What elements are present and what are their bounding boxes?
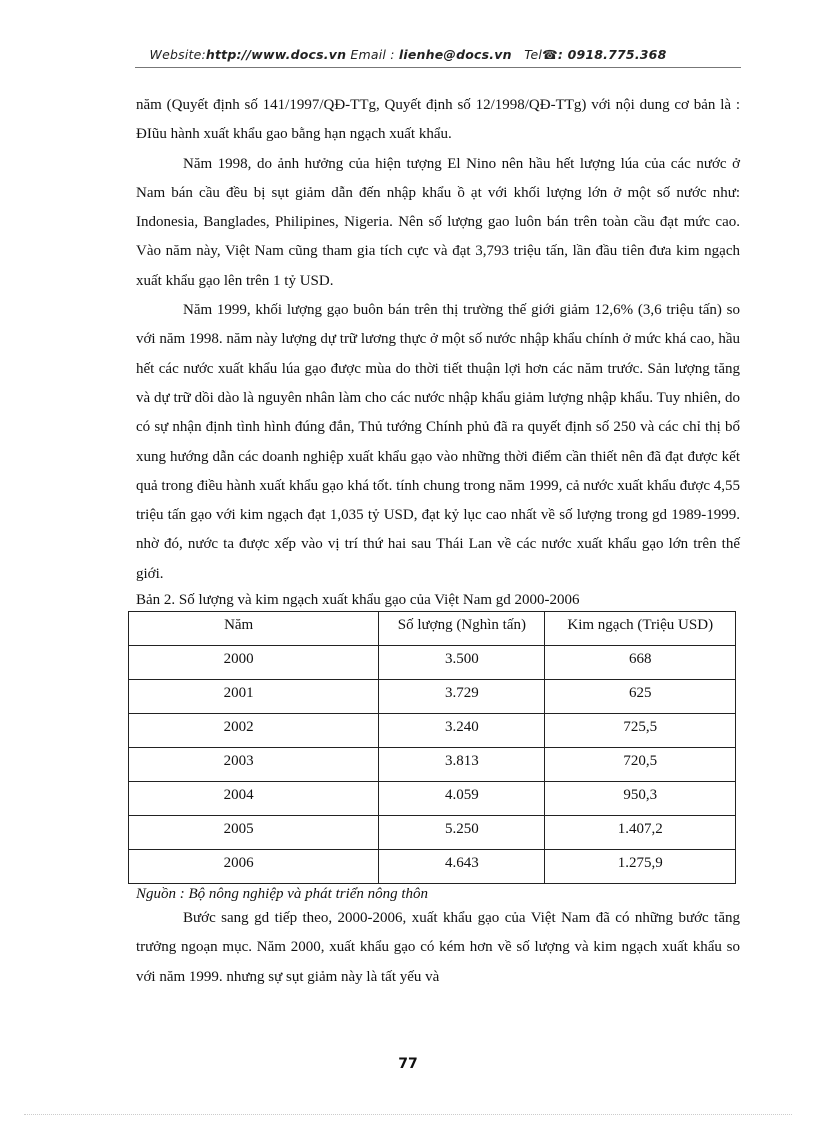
cell-year: 2003 xyxy=(129,748,379,782)
cell-quantity: 3.813 xyxy=(379,748,545,782)
cell-year: 2001 xyxy=(129,680,379,714)
table-header-row xyxy=(129,612,736,646)
cell-year: 2006 xyxy=(129,850,379,884)
cell-quantity: 5.250 xyxy=(379,816,545,850)
email-address[interactable]: lienhe@docs.vn xyxy=(398,47,512,62)
table-row xyxy=(129,748,736,782)
paragraph-1: năm (Quyết định số 141/1997/QĐ-TTg, Quyết định số 12/1998/QĐ-TTg) với nội dung cơ bản là : ĐIũu hành xuất khẩu gao bằng hạn ngạch xuất khẩu. xyxy=(136,97,740,143)
footer-divider xyxy=(24,1114,792,1115)
table-row xyxy=(129,816,736,850)
cell-value: 1.275,9 xyxy=(545,850,736,884)
paragraph-2: Năm 1998, do ảnh hưởng của hiện tượng El Nino nên hầu hết lượng lúa của các nước ở Nam bán cầu đều bị sụt giảm dẫn đến nhập khẩu ồ ạt với khối lượng lớn ở một số nước như: Indonesia, Banglades, Philipines, Nigeria. Nên số lượng gao luôn bán trên toàn cầu đạt mức cao. Vào năm này, Việt Nam cũng tham gia tích cực và đạt 3,793 triệu tấn, lần đầu tiên đưa kim ngạch xuất khẩu gạo lên trên 1 tỷ USD. xyxy=(136,155,740,289)
cell-year: 2004 xyxy=(129,782,379,816)
cell-quantity: 4.643 xyxy=(379,850,545,884)
document-body xyxy=(136,91,740,992)
cell-value: 625 xyxy=(545,680,736,714)
tel-label: Tel xyxy=(524,47,543,62)
table-row xyxy=(129,714,736,748)
page-header xyxy=(0,47,816,62)
cell-value: 720,5 xyxy=(545,748,736,782)
page-number: 77 xyxy=(398,1056,418,1072)
phone-number: : 0918.775.368 xyxy=(557,47,667,62)
table-source: Nguồn : Bộ nông nghiệp và phát triển nông thôn xyxy=(136,886,429,903)
email-label: Email : xyxy=(350,47,395,62)
cell-value: 725,5 xyxy=(545,714,736,748)
table-row xyxy=(129,680,736,714)
table-row xyxy=(129,646,736,680)
cell-value: 950,3 xyxy=(545,782,736,816)
cell-value: 668 xyxy=(545,646,736,680)
table-row xyxy=(129,850,736,884)
cell-year: 2002 xyxy=(129,714,379,748)
table-row xyxy=(129,782,736,816)
header-value: Kim ngạch (Triệu USD) xyxy=(545,612,736,646)
cell-value: 1.407,2 xyxy=(545,816,736,850)
cell-quantity: 3.500 xyxy=(379,646,545,680)
paragraph-3: Năm 1999, khối lượng gạo buôn bán trên thị trường thế giới giảm 12,6% (3,6 triệu tấn) so với năm 1998. năm này lượng dự trữ lương thực ở một số nước nhập khẩu chính ở mức khá cao, hầu hết các nước xuất khẩu lúa gạo được mùa do thời tiết thuận lợi hơn các năm trước. Sản lượng tăng và dự trữ dồi dào là nguyên nhân làm cho các nước nhập khẩu giảm lượng nhập khẩu. Tuy nhiên, do có sự nhận định tình hình đúng đắn, Thủ tướng Chính phủ đã ra quyết định số 250 và các chỉ thị bổ xung hướng dẫn các doanh nghiệp xuất khẩu gạo vào những thời điểm cần thiết nên đã đạt được kết quả trong điều hành xuất khẩu gạo khá tốt. tính chung trong năm 1999, cả nước xuất khẩu được 4,55 triệu tấn gạo với kim ngạch đạt 1,035 tỷ USD, đạt kỷ lục cao nhất về số lượng trong gd 1989-1999. nhờ đó, nước ta được xếp vào vị trí thứ hai sau Thái Lan về các nước xuất khẩu gạo lớn trên thế giới. xyxy=(136,302,740,582)
export-table xyxy=(128,611,736,884)
website-label: Website: xyxy=(149,47,206,62)
paragraph-4: Bước sang gd tiếp theo, 2000-2006, xuất khẩu gạo của Việt Nam đã có những bước tăng trưởng ngoạn mục. Năm 2000, xuất khẩu gạo có kém hơn về số lượng và kim ngạch xuất khẩu so với năm 1999. nhưng sự sụt giảm này là tất yếu và xyxy=(136,910,740,985)
cell-quantity: 3.729 xyxy=(379,680,545,714)
website-url[interactable]: http://www.docs.vn xyxy=(205,47,347,62)
header-quantity: Số lượng (Nghìn tấn) xyxy=(379,612,545,646)
cell-quantity: 3.240 xyxy=(379,714,545,748)
table-caption: Bản 2. Số lượng và kim ngạch xuất khẩu gạo của Việt Nam gd 2000-2006 xyxy=(136,592,580,609)
cell-year: 2005 xyxy=(129,816,379,850)
header-year: Năm xyxy=(129,612,379,646)
phone-icon: ☎ xyxy=(542,47,558,62)
cell-year: 2000 xyxy=(129,646,379,680)
header-divider xyxy=(135,67,741,68)
cell-quantity: 4.059 xyxy=(379,782,545,816)
